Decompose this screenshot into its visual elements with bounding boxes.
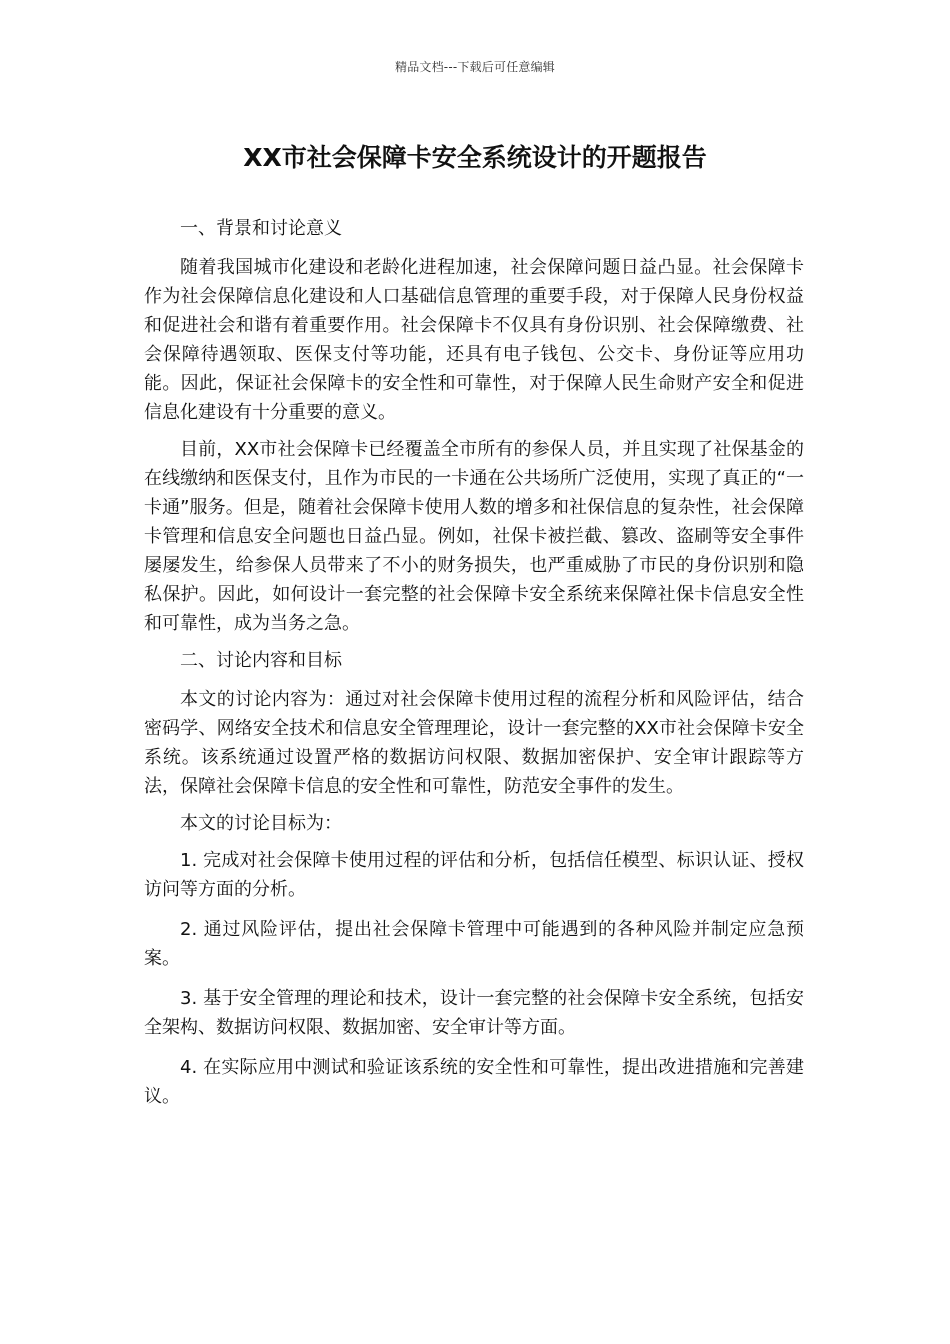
section-heading-content-goals: 二、讨论内容和目标 (180, 650, 342, 671)
goals-intro: 本文的讨论目标为： (180, 813, 342, 834)
goal-item-2: 2. 通过风险评估，提出社会保障卡管理中可能遇到的各种风险并制定应急预案。 (144, 919, 804, 969)
goal-item-4: 4. 在实际应用中测试和验证该系统的安全性和可靠性，提出改进措施和完善建议。 (144, 1057, 804, 1107)
goal-item-1: 1. 完成对社会保障卡使用过程的评估和分析，包括信任模型、标识认证、授权访问等方面的分析。 (144, 850, 804, 900)
document-body (144, 214, 804, 1122)
document-title: XX市社会保障卡安全系统设计的开题报告 (243, 143, 707, 172)
background-paragraph-1: 随着我国城市化建设和老龄化进程加速，社会保障问题日益凸显。社会保障卡作为社会保障信息化建设和人口基础信息管理的重要手段，对于保障人民身份权益和促进社会和谐有着重要作用。社会保障卡不仅具有身份识别、社会保障缴费、社会保障待遇领取、医保支付等功能，还具有电子钱包、公交卡、身份证等应用功能。因此，保证社会保障卡的安全性和可靠性，对于保障人民生命财产安全和促进信息化建设有十分重要的意义。 (144, 257, 804, 423)
background-paragraph-2: 目前，XX市社会保障卡已经覆盖全市所有的参保人员，并且实现了社保基金的在线缴纳和医保支付，且作为市民的一卡通在公共场所广泛使用，实现了真正的“一卡通”服务。但是，随着社会保障卡使用人数的增多和社保信息的复杂性，社会保障卡管理和信息安全问题也日益凸显。例如，社保卡被拦截、篡改、盗刷等安全事件屡屡发生，给参保人员带来了不小的财务损失，也严重威胁了市民的身份识别和隐私保护。因此，如何设计一套完整的社会保障卡安全系统来保障社保卡信息安全性和可靠性，成为当务之急。 (144, 439, 804, 634)
section-heading-background: 一、背景和讨论意义 (180, 218, 342, 239)
header-note: 精品文档---下载后可任意编辑 (395, 60, 555, 74)
content-paragraph: 本文的讨论内容为：通过对社会保障卡使用过程的流程分析和风险评估，结合密码学、网络安全技术和信息安全管理理论，设计一套完整的XX市社会保障卡安全系统。该系统通过设置严格的数据访问权限、数据加密保护、安全审计跟踪等方法，保障社会保障卡信息的安全性和可靠性，防范安全事件的发生。 (144, 689, 804, 797)
goal-item-3: 3. 基于安全管理的理论和技术，设计一套完整的社会保障卡安全系统，包括安全架构、数据访问权限、数据加密、安全审计等方面。 (144, 988, 804, 1038)
